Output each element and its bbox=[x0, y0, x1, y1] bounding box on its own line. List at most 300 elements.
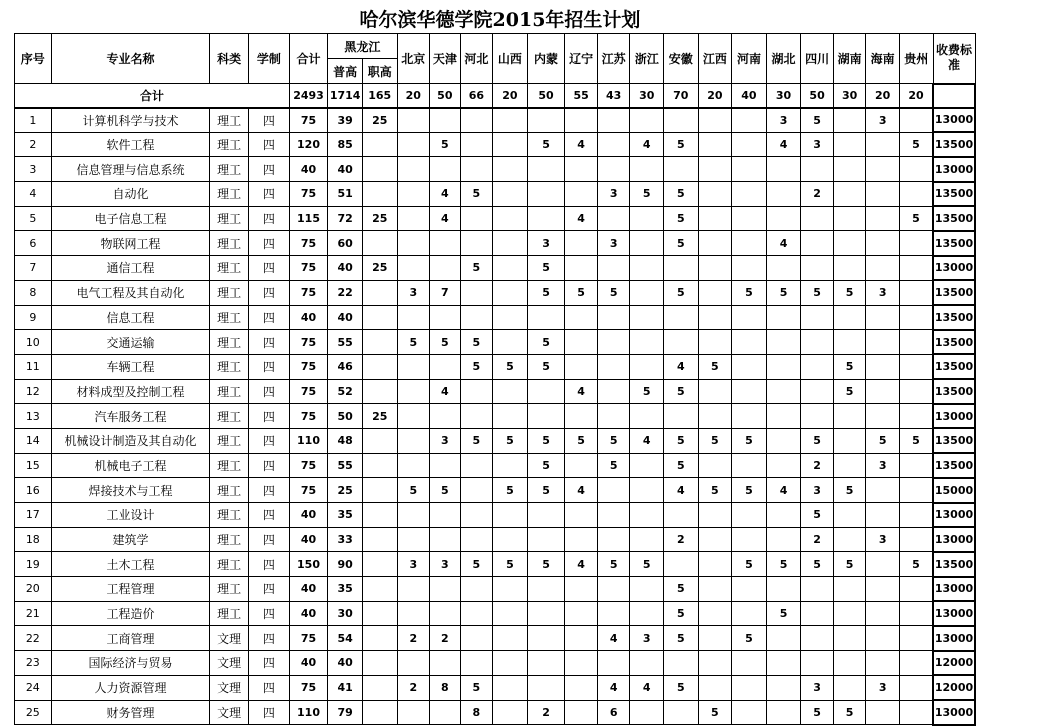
row-major-name: 工程造价 bbox=[51, 601, 210, 626]
row-duration: 四 bbox=[249, 305, 290, 330]
row-zhigao: 25 bbox=[362, 256, 397, 281]
row-province-quota: 5 bbox=[732, 626, 767, 651]
row-province-quota bbox=[597, 577, 630, 602]
row-province-quota bbox=[527, 577, 565, 602]
row-putong: 35 bbox=[328, 503, 363, 528]
row-province-quota bbox=[801, 379, 834, 404]
row-province-quota: 5 bbox=[397, 478, 430, 503]
row-province-quota bbox=[565, 330, 598, 355]
row-province-quota bbox=[698, 527, 732, 552]
row-province-quota bbox=[597, 527, 630, 552]
row-province-quota bbox=[597, 305, 630, 330]
row-province-quota bbox=[430, 108, 461, 133]
row-province-quota: 2 bbox=[801, 453, 834, 478]
row-province-quota bbox=[527, 675, 565, 700]
row-province-quota bbox=[460, 601, 493, 626]
row-category: 理工 bbox=[210, 256, 249, 281]
row-province-quota: 8 bbox=[460, 700, 493, 725]
row-province-quota bbox=[664, 157, 699, 182]
row-province-quota bbox=[801, 157, 834, 182]
row-fee: 13500 bbox=[933, 182, 975, 207]
totals-province: 20 bbox=[493, 84, 528, 108]
row-province-quota bbox=[397, 132, 430, 157]
row-index: 12 bbox=[15, 379, 52, 404]
row-province-quota: 5 bbox=[801, 503, 834, 528]
row-province-quota bbox=[460, 577, 493, 602]
row-zhigao: 25 bbox=[362, 206, 397, 231]
row-fee: 13000 bbox=[933, 626, 975, 651]
row-total: 40 bbox=[289, 651, 328, 676]
row-major-name: 工业设计 bbox=[51, 503, 210, 528]
row-province-quota bbox=[698, 503, 732, 528]
row-province-quota bbox=[493, 453, 528, 478]
row-province-quota bbox=[899, 354, 933, 379]
row-fee: 13500 bbox=[933, 453, 975, 478]
row-province-quota bbox=[899, 330, 933, 355]
row-province-quota bbox=[565, 577, 598, 602]
row-category: 理工 bbox=[210, 157, 249, 182]
row-province-quota: 4 bbox=[766, 132, 801, 157]
page-title: 哈尔滨华德学院2015年招生计划 bbox=[359, 9, 641, 31]
row-province-quota bbox=[565, 700, 598, 725]
totals-province: 50 bbox=[430, 84, 461, 108]
row-category: 理工 bbox=[210, 478, 249, 503]
row-province-quota: 5 bbox=[664, 231, 699, 256]
totals-province: 40 bbox=[732, 84, 767, 108]
row-province-quota bbox=[397, 700, 430, 725]
row-major-name: 电子信息工程 bbox=[51, 206, 210, 231]
row-duration: 四 bbox=[249, 552, 290, 577]
row-category: 理工 bbox=[210, 231, 249, 256]
row-province-quota bbox=[565, 157, 598, 182]
row-province-quota bbox=[732, 503, 767, 528]
row-province-quota bbox=[899, 700, 933, 725]
row-duration: 四 bbox=[249, 256, 290, 281]
row-province-quota bbox=[397, 379, 430, 404]
row-province-quota bbox=[630, 231, 664, 256]
row-province-quota bbox=[801, 231, 834, 256]
row-duration: 四 bbox=[249, 428, 290, 453]
row-duration: 四 bbox=[249, 157, 290, 182]
row-province-quota bbox=[732, 132, 767, 157]
table-row bbox=[15, 675, 976, 700]
row-province-quota bbox=[698, 206, 732, 231]
row-fee: 13500 bbox=[933, 330, 975, 355]
row-province-quota bbox=[833, 503, 866, 528]
row-province-quota bbox=[899, 626, 933, 651]
row-major-name: 汽车服务工程 bbox=[51, 404, 210, 429]
row-index: 25 bbox=[15, 700, 52, 725]
row-province-quota: 5 bbox=[664, 280, 699, 305]
row-province-quota: 2 bbox=[801, 527, 834, 552]
row-category: 理工 bbox=[210, 527, 249, 552]
row-province-quota bbox=[732, 305, 767, 330]
row-index: 6 bbox=[15, 231, 52, 256]
row-province-quota bbox=[866, 182, 900, 207]
row-major-name: 电气工程及其自动化 bbox=[51, 280, 210, 305]
totals-province: 70 bbox=[664, 84, 699, 108]
row-total: 110 bbox=[289, 700, 328, 725]
table-row bbox=[15, 157, 976, 182]
row-province-quota bbox=[732, 182, 767, 207]
header-fee: 收费标准 bbox=[933, 34, 975, 84]
row-province-quota bbox=[527, 503, 565, 528]
row-province-quota bbox=[460, 503, 493, 528]
row-province-quota bbox=[801, 626, 834, 651]
row-province-quota: 4 bbox=[430, 379, 461, 404]
table-row bbox=[15, 256, 976, 281]
row-province-quota: 5 bbox=[527, 354, 565, 379]
header-province: 内蒙 bbox=[527, 34, 565, 84]
row-category: 理工 bbox=[210, 280, 249, 305]
row-province-quota bbox=[397, 453, 430, 478]
table-row bbox=[15, 577, 976, 602]
header-heilongjiang: 黑龙江 bbox=[328, 34, 397, 59]
row-province-quota bbox=[801, 577, 834, 602]
row-province-quota: 4 bbox=[766, 478, 801, 503]
row-province-quota bbox=[833, 182, 866, 207]
row-province-quota: 5 bbox=[899, 428, 933, 453]
row-province-quota bbox=[527, 601, 565, 626]
row-province-quota: 5 bbox=[664, 675, 699, 700]
row-zhigao bbox=[362, 428, 397, 453]
row-province-quota bbox=[664, 700, 699, 725]
row-putong: 40 bbox=[328, 651, 363, 676]
row-category: 理工 bbox=[210, 305, 249, 330]
table-row bbox=[15, 231, 976, 256]
row-index: 5 bbox=[15, 206, 52, 231]
row-province-quota: 5 bbox=[493, 552, 528, 577]
row-province-quota: 5 bbox=[630, 379, 664, 404]
row-index: 21 bbox=[15, 601, 52, 626]
row-province-quota bbox=[866, 157, 900, 182]
table-row bbox=[15, 700, 976, 725]
row-putong: 30 bbox=[328, 601, 363, 626]
row-duration: 四 bbox=[249, 577, 290, 602]
row-province-quota bbox=[397, 428, 430, 453]
row-province-quota bbox=[698, 453, 732, 478]
row-province-quota bbox=[430, 231, 461, 256]
row-category: 文理 bbox=[210, 675, 249, 700]
row-province-quota: 5 bbox=[801, 700, 834, 725]
row-province-quota: 2 bbox=[430, 626, 461, 651]
row-province-quota bbox=[833, 601, 866, 626]
row-major-name: 计算机科学与技术 bbox=[51, 108, 210, 133]
row-province-quota: 5 bbox=[698, 478, 732, 503]
row-province-quota bbox=[833, 453, 866, 478]
row-province-quota bbox=[698, 651, 732, 676]
row-province-quota bbox=[630, 108, 664, 133]
row-fee: 13500 bbox=[933, 379, 975, 404]
row-index: 20 bbox=[15, 577, 52, 602]
row-province-quota bbox=[664, 330, 699, 355]
row-province-quota bbox=[493, 231, 528, 256]
row-province-quota bbox=[866, 206, 900, 231]
row-province-quota bbox=[565, 626, 598, 651]
row-province-quota bbox=[460, 626, 493, 651]
table-row bbox=[15, 182, 976, 207]
row-putong: 46 bbox=[328, 354, 363, 379]
row-putong: 90 bbox=[328, 552, 363, 577]
table-row bbox=[15, 354, 976, 379]
row-province-quota bbox=[493, 330, 528, 355]
totals-province: 30 bbox=[766, 84, 801, 108]
row-province-quota bbox=[698, 577, 732, 602]
row-province-quota: 5 bbox=[597, 453, 630, 478]
totals-putong: 1714 bbox=[328, 84, 363, 108]
row-total: 150 bbox=[289, 552, 328, 577]
row-index: 16 bbox=[15, 478, 52, 503]
table-row bbox=[15, 108, 976, 133]
header-province: 山西 bbox=[493, 34, 528, 84]
row-province-quota bbox=[460, 108, 493, 133]
row-province-quota: 5 bbox=[565, 428, 598, 453]
row-province-quota bbox=[698, 182, 732, 207]
row-index: 10 bbox=[15, 330, 52, 355]
row-index: 18 bbox=[15, 527, 52, 552]
row-fee: 13500 bbox=[933, 231, 975, 256]
row-province-quota bbox=[766, 354, 801, 379]
row-province-quota bbox=[565, 256, 598, 281]
row-total: 75 bbox=[289, 453, 328, 478]
row-major-name: 通信工程 bbox=[51, 256, 210, 281]
row-province-quota bbox=[866, 577, 900, 602]
row-province-quota bbox=[460, 157, 493, 182]
row-province-quota: 5 bbox=[664, 577, 699, 602]
row-province-quota bbox=[493, 305, 528, 330]
row-province-quota bbox=[630, 404, 664, 429]
row-province-quota bbox=[899, 478, 933, 503]
row-province-quota bbox=[801, 330, 834, 355]
row-province-quota: 5 bbox=[766, 280, 801, 305]
row-province-quota bbox=[698, 280, 732, 305]
row-duration: 四 bbox=[249, 108, 290, 133]
row-province-quota bbox=[664, 305, 699, 330]
row-province-quota bbox=[866, 626, 900, 651]
row-category: 理工 bbox=[210, 182, 249, 207]
row-province-quota: 5 bbox=[801, 552, 834, 577]
row-putong: 41 bbox=[328, 675, 363, 700]
row-province-quota: 5 bbox=[732, 428, 767, 453]
row-province-quota bbox=[493, 527, 528, 552]
row-province-quota: 5 bbox=[698, 354, 732, 379]
row-province-quota: 5 bbox=[833, 552, 866, 577]
row-province-quota bbox=[460, 527, 493, 552]
row-province-quota: 5 bbox=[493, 478, 528, 503]
row-province-quota bbox=[430, 503, 461, 528]
row-major-name: 人力资源管理 bbox=[51, 675, 210, 700]
row-province-quota bbox=[899, 379, 933, 404]
table-row bbox=[15, 626, 976, 651]
row-province-quota: 2 bbox=[801, 182, 834, 207]
row-province-quota: 3 bbox=[866, 280, 900, 305]
row-province-quota bbox=[493, 256, 528, 281]
row-putong: 25 bbox=[328, 478, 363, 503]
row-index: 1 bbox=[15, 108, 52, 133]
row-index: 3 bbox=[15, 157, 52, 182]
row-province-quota: 5 bbox=[866, 428, 900, 453]
row-major-name: 土木工程 bbox=[51, 552, 210, 577]
row-zhigao bbox=[362, 478, 397, 503]
row-province-quota: 5 bbox=[664, 132, 699, 157]
row-province-quota bbox=[732, 157, 767, 182]
row-putong: 54 bbox=[328, 626, 363, 651]
row-category: 理工 bbox=[210, 379, 249, 404]
row-index: 9 bbox=[15, 305, 52, 330]
row-province-quota bbox=[866, 132, 900, 157]
row-province-quota bbox=[565, 354, 598, 379]
row-province-quota: 2 bbox=[527, 700, 565, 725]
header-putong: 普高 bbox=[328, 59, 363, 84]
row-province-quota: 5 bbox=[801, 108, 834, 133]
row-index: 4 bbox=[15, 182, 52, 207]
row-fee: 15000 bbox=[933, 478, 975, 503]
row-total: 110 bbox=[289, 428, 328, 453]
row-putong: 55 bbox=[328, 453, 363, 478]
row-province-quota: 5 bbox=[732, 478, 767, 503]
row-province-quota bbox=[698, 675, 732, 700]
row-zhigao: 25 bbox=[362, 404, 397, 429]
header-province: 湖南 bbox=[833, 34, 866, 84]
row-province-quota bbox=[397, 577, 430, 602]
row-category: 理工 bbox=[210, 354, 249, 379]
row-province-quota bbox=[460, 453, 493, 478]
row-province-quota: 3 bbox=[866, 108, 900, 133]
row-total: 40 bbox=[289, 305, 328, 330]
row-total: 75 bbox=[289, 231, 328, 256]
row-province-quota bbox=[630, 280, 664, 305]
row-zhigao bbox=[362, 700, 397, 725]
row-province-quota bbox=[430, 404, 461, 429]
row-fee: 13500 bbox=[933, 354, 975, 379]
row-putong: 51 bbox=[328, 182, 363, 207]
row-province-quota bbox=[866, 651, 900, 676]
row-duration: 四 bbox=[249, 354, 290, 379]
row-province-quota bbox=[899, 675, 933, 700]
row-province-quota bbox=[833, 577, 866, 602]
row-province-quota bbox=[630, 700, 664, 725]
row-province-quota bbox=[833, 675, 866, 700]
row-province-quota: 5 bbox=[527, 453, 565, 478]
row-province-quota bbox=[597, 379, 630, 404]
row-province-quota: 5 bbox=[833, 379, 866, 404]
row-province-quota: 5 bbox=[460, 182, 493, 207]
row-province-quota bbox=[565, 503, 598, 528]
row-province-quota bbox=[527, 206, 565, 231]
row-province-quota bbox=[833, 428, 866, 453]
header-province: 北京 bbox=[397, 34, 430, 84]
row-duration: 四 bbox=[249, 182, 290, 207]
row-province-quota: 5 bbox=[597, 552, 630, 577]
row-province-quota: 4 bbox=[565, 478, 598, 503]
row-province-quota bbox=[833, 330, 866, 355]
row-total: 75 bbox=[289, 256, 328, 281]
row-province-quota bbox=[565, 601, 598, 626]
row-fee: 13000 bbox=[933, 157, 975, 182]
row-province-quota bbox=[732, 700, 767, 725]
row-province-quota bbox=[597, 503, 630, 528]
row-province-quota bbox=[899, 404, 933, 429]
row-province-quota: 3 bbox=[801, 132, 834, 157]
row-total: 75 bbox=[289, 280, 328, 305]
row-province-quota bbox=[899, 182, 933, 207]
row-province-quota bbox=[597, 132, 630, 157]
row-putong: 22 bbox=[328, 280, 363, 305]
row-province-quota bbox=[397, 231, 430, 256]
row-major-name: 工商管理 bbox=[51, 626, 210, 651]
row-province-quota bbox=[833, 132, 866, 157]
row-province-quota bbox=[698, 601, 732, 626]
header-province: 江西 bbox=[698, 34, 732, 84]
row-province-quota: 5 bbox=[664, 206, 699, 231]
row-major-name: 车辆工程 bbox=[51, 354, 210, 379]
row-province-quota: 5 bbox=[460, 330, 493, 355]
row-province-quota: 5 bbox=[801, 280, 834, 305]
row-fee: 13500 bbox=[933, 280, 975, 305]
header-zhigao: 职高 bbox=[362, 59, 397, 84]
row-major-name: 焊接技术与工程 bbox=[51, 478, 210, 503]
row-index: 14 bbox=[15, 428, 52, 453]
totals-province: 66 bbox=[460, 84, 493, 108]
row-province-quota bbox=[630, 256, 664, 281]
row-province-quota bbox=[565, 527, 598, 552]
row-index: 8 bbox=[15, 280, 52, 305]
row-province-quota bbox=[493, 577, 528, 602]
row-province-quota: 4 bbox=[565, 379, 598, 404]
row-province-quota bbox=[801, 601, 834, 626]
row-province-quota bbox=[630, 206, 664, 231]
totals-total: 2493 bbox=[289, 84, 328, 108]
row-province-quota bbox=[801, 206, 834, 231]
row-province-quota: 3 bbox=[766, 108, 801, 133]
row-province-quota: 5 bbox=[460, 675, 493, 700]
header-province: 河北 bbox=[460, 34, 493, 84]
row-province-quota: 4 bbox=[430, 182, 461, 207]
row-fee: 13000 bbox=[933, 404, 975, 429]
row-province-quota: 5 bbox=[630, 552, 664, 577]
row-fee: 13000 bbox=[933, 256, 975, 281]
row-category: 理工 bbox=[210, 601, 249, 626]
row-province-quota: 2 bbox=[397, 675, 430, 700]
header-index: 序号 bbox=[15, 34, 52, 84]
row-duration: 四 bbox=[249, 527, 290, 552]
row-province-quota bbox=[430, 354, 461, 379]
row-putong: 79 bbox=[328, 700, 363, 725]
row-fee: 13000 bbox=[933, 527, 975, 552]
row-putong: 33 bbox=[328, 527, 363, 552]
row-province-quota: 5 bbox=[527, 280, 565, 305]
row-major-name: 自动化 bbox=[51, 182, 210, 207]
row-total: 75 bbox=[289, 108, 328, 133]
row-zhigao bbox=[362, 675, 397, 700]
row-province-quota bbox=[664, 108, 699, 133]
totals-province: 20 bbox=[899, 84, 933, 108]
row-major-name: 信息管理与信息系统 bbox=[51, 157, 210, 182]
row-province-quota: 5 bbox=[664, 601, 699, 626]
row-province-quota bbox=[493, 651, 528, 676]
row-province-quota: 5 bbox=[460, 256, 493, 281]
row-province-quota bbox=[866, 354, 900, 379]
row-province-quota: 4 bbox=[664, 354, 699, 379]
row-zhigao bbox=[362, 577, 397, 602]
row-province-quota bbox=[430, 700, 461, 725]
row-province-quota: 5 bbox=[597, 428, 630, 453]
row-index: 17 bbox=[15, 503, 52, 528]
row-province-quota bbox=[460, 404, 493, 429]
row-province-quota bbox=[833, 231, 866, 256]
row-province-quota bbox=[630, 601, 664, 626]
row-province-quota bbox=[493, 503, 528, 528]
